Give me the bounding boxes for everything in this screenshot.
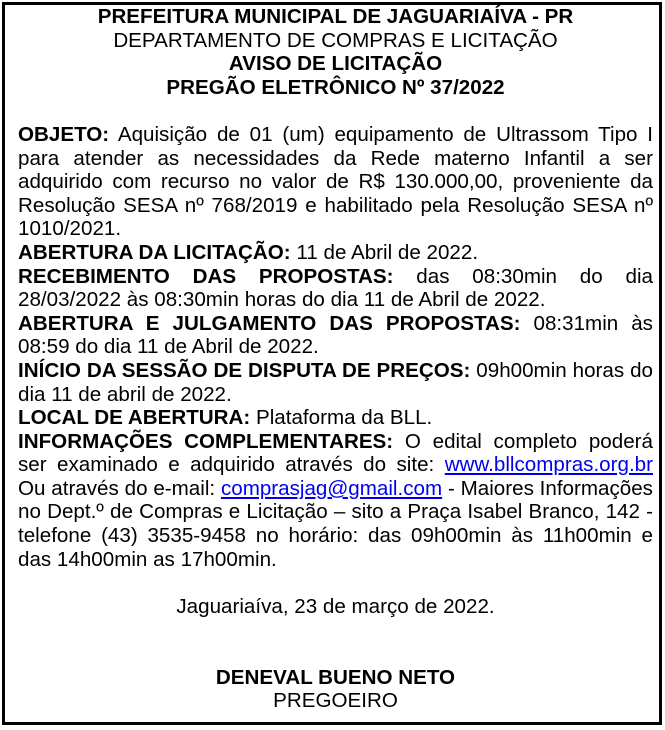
department-title: DEPARTAMENTO DE COMPRAS E LICITAÇÃO	[113, 28, 558, 52]
spacer	[18, 571, 653, 595]
label-informacoes-complementares: INFORMAÇÕES COMPLEMENTARES:	[18, 429, 394, 453]
label-recebimento-propostas: RECEBIMENTO DAS PROPOSTAS:	[18, 264, 394, 288]
paragraph-informacoes-complementares	[18, 430, 653, 572]
text-objeto: Aquisição de 01 (um) equipamento de Ultrassom Tipo I para atender as necessidades da Rede materno Infantil a ser adquirido com recurso no valor de R$ 130.000,00, proveniente da Resolução SESA nº 768/2019 e habilitado pela Resolução SESA nº 1010/2021.	[18, 122, 653, 241]
date-line: Jaguariaíva, 23 de março de 2022.	[176, 594, 495, 618]
label-abertura-licitacao: ABERTURA DA LICITAÇÃO:	[18, 240, 291, 264]
text-informacoes-between-links: Ou através do e-mail:	[18, 476, 216, 500]
label-inicio-sessao: INÍCIO DA SESSÃO DE DISPUTA DE PREÇOS:	[18, 358, 471, 382]
paragraph-abertura-julgamento	[18, 312, 653, 359]
text-informacoes-before-site: O edital completo poderá ser examinado e adquirido através do site:	[18, 429, 653, 477]
label-local-abertura: LOCAL DE ABERTURA:	[18, 406, 251, 430]
spacer	[18, 642, 653, 666]
signature-title: PREGOEIRO	[273, 689, 398, 713]
site-link[interactable]: www.bllcompras.org.br	[444, 453, 653, 477]
paragraph-abertura-licitacao	[18, 241, 653, 265]
label-objeto: OBJETO:	[18, 122, 110, 146]
spacer	[18, 99, 653, 123]
email-link[interactable]: comprasjag@gmail.com	[220, 476, 443, 500]
text-abertura-licitacao: 11 de Abril de 2022.	[296, 240, 479, 264]
text-local-abertura: Plataforma da BLL.	[255, 406, 433, 430]
paragraph-inicio-sessao	[18, 359, 653, 406]
document-border-frame	[2, 2, 662, 725]
text-recebimento-propostas: das 08:30min do dia 28/03/2022 às 08:30min horas do dia 11 de Abril de 2022.	[18, 264, 653, 312]
notice-title: AVISO DE LICITAÇÃO	[228, 52, 443, 76]
text-abertura-julgamento: 08:31min às 08:59 do dia 11 de Abril de 2022.	[18, 311, 653, 359]
auction-number-title: PREGÃO ELETRÔNICO Nº 37/2022	[166, 75, 505, 99]
label-abertura-julgamento: ABERTURA E JULGAMENTO DAS PROPOSTAS:	[18, 311, 521, 335]
paragraph-objeto	[18, 123, 653, 241]
paragraph-recebimento-propostas	[18, 265, 653, 312]
signature-name: DENEVAL BUENO NETO	[215, 665, 456, 689]
text-informacoes-after-links: - Maiores Informações no Dept.º de Compras e Licitação – sito a Praça Isabel Branco, 142 - telefone (43) 3535-9458 no horário: das 09h00min às 11h00min e das 14h00min as 17h00min.	[18, 476, 653, 571]
municipality-title: PREFEITURA MUNICIPAL DE JAGUARIAÍVA - PR	[97, 5, 574, 28]
spacer	[18, 618, 653, 642]
text-inicio-sessao: 09h00min horas do dia 11 de abril de 2022.	[18, 358, 653, 406]
document-header	[18, 5, 653, 99]
paragraph-local-abertura	[18, 406, 653, 430]
